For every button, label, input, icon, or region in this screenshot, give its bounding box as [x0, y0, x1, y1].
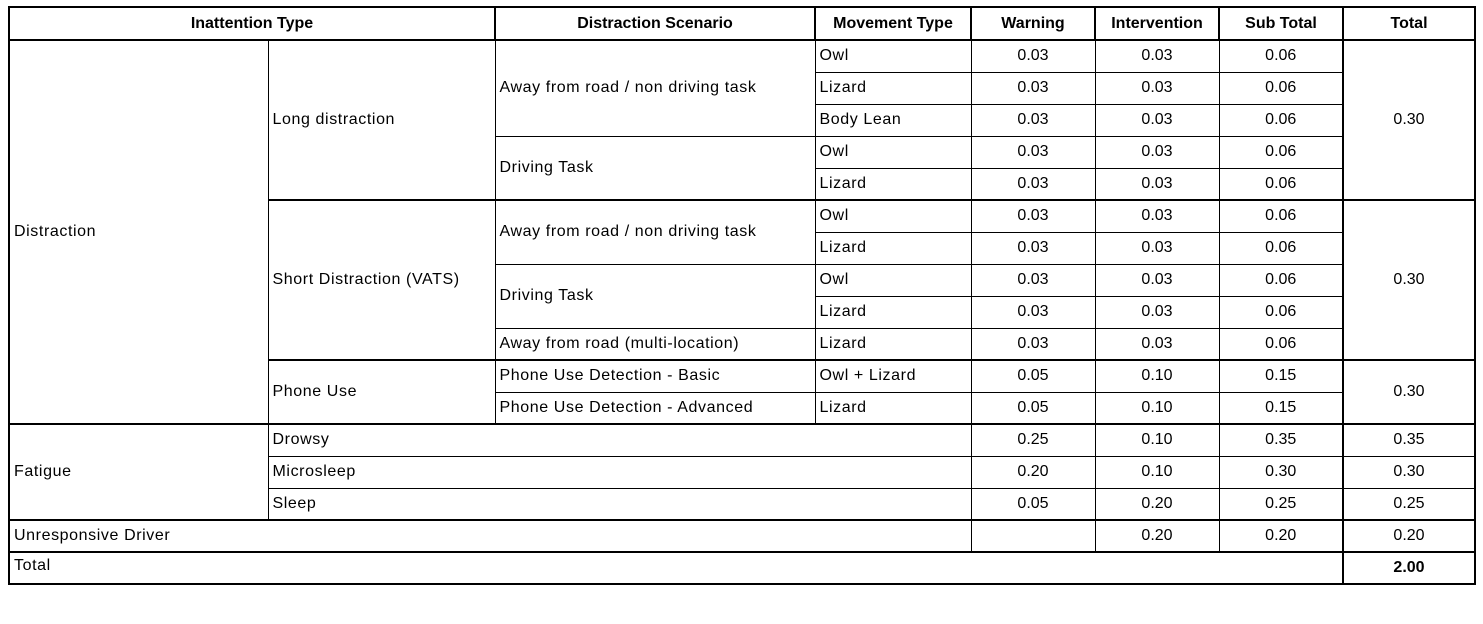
header-distraction-scenario: Distraction Scenario — [495, 7, 815, 40]
fatigue-drowsy-label: Drowsy — [268, 424, 971, 456]
sub-total-cell: 0.15 — [1219, 360, 1343, 392]
inattention-type-distraction: Distraction — [9, 40, 268, 424]
inattention-type-fatigue: Fatigue — [9, 424, 268, 520]
scenario-short-away: Away from road / non driving task — [495, 200, 815, 264]
intervention-cell: 0.03 — [1095, 264, 1219, 296]
sub-total-cell: 0.06 — [1219, 136, 1343, 168]
sub-total-cell: 0.06 — [1219, 200, 1343, 232]
total-cell: 0.20 — [1343, 520, 1475, 552]
category-phone-use: Phone Use — [268, 360, 495, 424]
movement-type-cell: Owl + Lizard — [815, 360, 971, 392]
header-intervention: Intervention — [1095, 7, 1219, 40]
warning-cell: 0.25 — [971, 424, 1095, 456]
intervention-cell: 0.20 — [1095, 520, 1219, 552]
movement-type-cell: Lizard — [815, 328, 971, 360]
header-warning: Warning — [971, 7, 1095, 40]
warning-cell: 0.03 — [971, 232, 1095, 264]
sub-total-cell: 0.06 — [1219, 72, 1343, 104]
intervention-cell: 0.10 — [1095, 392, 1219, 424]
table-row — [9, 424, 1475, 456]
movement-type-cell: Lizard — [815, 168, 971, 200]
movement-type-cell: Body Lean — [815, 104, 971, 136]
scenario-long-driving: Driving Task — [495, 136, 815, 200]
intervention-cell: 0.03 — [1095, 40, 1219, 72]
scenario-short-multi-location: Away from road (multi-location) — [495, 328, 815, 360]
movement-type-cell: Lizard — [815, 392, 971, 424]
movement-type-cell: Lizard — [815, 232, 971, 264]
total-short-distraction: 0.30 — [1343, 200, 1475, 360]
warning-cell: 0.03 — [971, 296, 1095, 328]
warning-cell: 0.03 — [971, 136, 1095, 168]
intervention-cell: 0.10 — [1095, 360, 1219, 392]
sub-total-cell: 0.06 — [1219, 264, 1343, 296]
intervention-cell: 0.03 — [1095, 168, 1219, 200]
warning-cell: 0.03 — [971, 104, 1095, 136]
table-row — [9, 520, 1475, 552]
warning-cell — [971, 520, 1095, 552]
header-sub-total: Sub Total — [1219, 7, 1343, 40]
category-short-distraction: Short Distraction (VATS) — [268, 200, 495, 360]
unresponsive-driver-label: Unresponsive Driver — [9, 520, 971, 552]
intervention-cell: 0.20 — [1095, 488, 1219, 520]
header-row — [9, 7, 1475, 40]
warning-cell: 0.03 — [971, 200, 1095, 232]
total-cell: 0.30 — [1343, 456, 1475, 488]
sub-total-cell: 0.06 — [1219, 232, 1343, 264]
warning-cell: 0.20 — [971, 456, 1095, 488]
warning-cell: 0.03 — [971, 328, 1095, 360]
header-inattention-type: Inattention Type — [9, 7, 495, 40]
sub-total-cell: 0.25 — [1219, 488, 1343, 520]
intervention-cell: 0.03 — [1095, 200, 1219, 232]
warning-cell: 0.03 — [971, 72, 1095, 104]
sub-total-cell: 0.20 — [1219, 520, 1343, 552]
scenario-short-driving: Driving Task — [495, 264, 815, 328]
sub-total-cell: 0.06 — [1219, 40, 1343, 72]
movement-type-cell: Lizard — [815, 72, 971, 104]
intervention-cell: 0.03 — [1095, 104, 1219, 136]
scenario-phone-advanced: Phone Use Detection - Advanced — [495, 392, 815, 424]
grand-total-value: 2.00 — [1343, 552, 1475, 584]
sub-total-cell: 0.06 — [1219, 296, 1343, 328]
intervention-cell: 0.03 — [1095, 232, 1219, 264]
warning-cell: 0.03 — [971, 168, 1095, 200]
scenario-long-away: Away from road / non driving task — [495, 40, 815, 136]
total-cell: 0.35 — [1343, 424, 1475, 456]
total-phone-use: 0.30 — [1343, 360, 1475, 424]
intervention-cell: 0.03 — [1095, 72, 1219, 104]
warning-cell: 0.05 — [971, 360, 1095, 392]
scenario-phone-basic: Phone Use Detection - Basic — [495, 360, 815, 392]
warning-cell: 0.03 — [971, 40, 1095, 72]
movement-type-cell: Owl — [815, 40, 971, 72]
fatigue-sleep-label: Sleep — [268, 488, 971, 520]
intervention-cell: 0.03 — [1095, 328, 1219, 360]
sub-total-cell: 0.06 — [1219, 104, 1343, 136]
warning-cell: 0.03 — [971, 264, 1095, 296]
score-table-container — [8, 6, 1476, 585]
movement-type-cell: Lizard — [815, 296, 971, 328]
grand-total-row — [9, 552, 1475, 584]
table-row — [9, 40, 1475, 72]
sub-total-cell: 0.30 — [1219, 456, 1343, 488]
movement-type-cell: Owl — [815, 264, 971, 296]
intervention-cell: 0.03 — [1095, 136, 1219, 168]
intervention-cell: 0.10 — [1095, 456, 1219, 488]
inattention-score-table — [8, 6, 1476, 585]
intervention-cell: 0.03 — [1095, 296, 1219, 328]
fatigue-microsleep-label: Microsleep — [268, 456, 971, 488]
intervention-cell: 0.10 — [1095, 424, 1219, 456]
warning-cell: 0.05 — [971, 392, 1095, 424]
sub-total-cell: 0.15 — [1219, 392, 1343, 424]
movement-type-cell: Owl — [815, 136, 971, 168]
sub-total-cell: 0.06 — [1219, 328, 1343, 360]
header-total: Total — [1343, 7, 1475, 40]
total-long-distraction: 0.30 — [1343, 40, 1475, 200]
movement-type-cell: Owl — [815, 200, 971, 232]
grand-total-label: Total — [9, 552, 1343, 584]
sub-total-cell: 0.35 — [1219, 424, 1343, 456]
total-cell: 0.25 — [1343, 488, 1475, 520]
category-long-distraction: Long distraction — [268, 40, 495, 200]
sub-total-cell: 0.06 — [1219, 168, 1343, 200]
header-movement-type: Movement Type — [815, 7, 971, 40]
warning-cell: 0.05 — [971, 488, 1095, 520]
